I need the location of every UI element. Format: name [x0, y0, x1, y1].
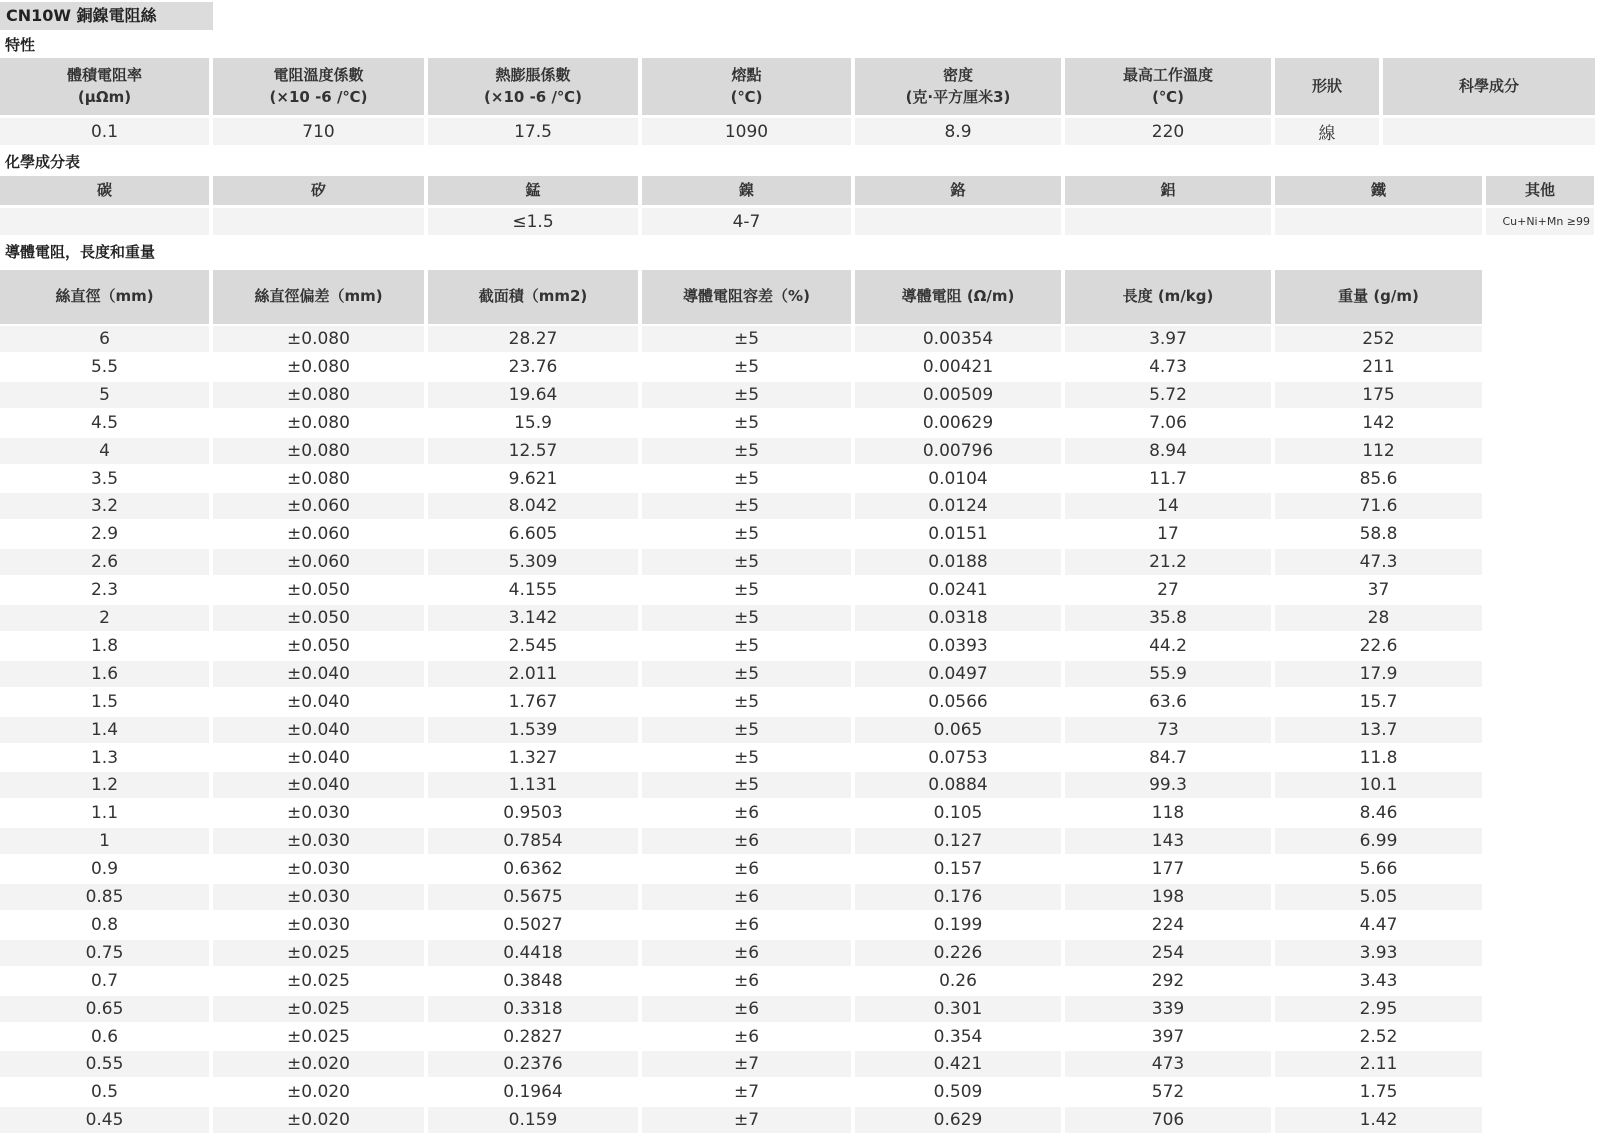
- table-cell: 13.7: [1275, 717, 1482, 743]
- table-cell: ±6: [642, 940, 851, 966]
- properties-header-6: [1275, 58, 1379, 115]
- table-cell: 22.6: [1275, 633, 1482, 659]
- table-cell: ±5: [642, 577, 851, 603]
- chemical-header-3: 鎳: [642, 176, 851, 205]
- table-cell: 0.26: [855, 968, 1061, 994]
- table-cell: 0.0566: [855, 689, 1061, 715]
- table-cell: 252: [1275, 326, 1482, 352]
- chemical-value-4: [855, 208, 1061, 235]
- table-cell: 0.00354: [855, 326, 1061, 352]
- table-cell: 0.9503: [428, 800, 638, 826]
- table-cell: 397: [1065, 1024, 1271, 1050]
- table-cell: 2.11: [1275, 1051, 1482, 1077]
- table-cell: ±5: [642, 549, 851, 575]
- table-cell: 0.55: [0, 1051, 209, 1077]
- properties-header-5: [1065, 58, 1271, 115]
- table-cell: 0.7854: [428, 828, 638, 854]
- table-cell: 1.767: [428, 689, 638, 715]
- table-cell: 35.8: [1065, 605, 1271, 631]
- table-cell: 58.8: [1275, 521, 1482, 547]
- table-cell: ±5: [642, 717, 851, 743]
- table-cell: 0.9: [0, 856, 209, 882]
- conductor-header-3: 導體電阻容差（%): [642, 270, 851, 324]
- table-cell: ±0.080: [213, 382, 424, 408]
- table-cell: ±7: [642, 1107, 851, 1133]
- table-cell: 63.6: [1065, 689, 1271, 715]
- table-cell: 0.00796: [855, 438, 1061, 464]
- table-cell: 5: [0, 382, 209, 408]
- table-cell: 84.7: [1065, 745, 1271, 771]
- table-cell: ±6: [642, 912, 851, 938]
- table-cell: 0.421: [855, 1051, 1061, 1077]
- table-cell: 0.75: [0, 940, 209, 966]
- table-cell: ±5: [642, 661, 851, 687]
- table-cell: 3.43: [1275, 968, 1482, 994]
- table-cell: 5.5: [0, 354, 209, 380]
- table-cell: 10.1: [1275, 772, 1482, 798]
- table-cell: 0.4418: [428, 940, 638, 966]
- table-cell: 28.27: [428, 326, 638, 352]
- table-cell: ±6: [642, 800, 851, 826]
- table-cell: 112: [1275, 438, 1482, 464]
- table-cell: 47.3: [1275, 549, 1482, 575]
- table-cell: 3.97: [1065, 326, 1271, 352]
- table-cell: ±0.030: [213, 884, 424, 910]
- properties-value-0: 0.1: [0, 118, 209, 145]
- table-cell: 0.2827: [428, 1024, 638, 1050]
- header-line2: (×10 -6 /℃): [269, 87, 368, 106]
- table-cell: 0.0753: [855, 745, 1061, 771]
- table-cell: 15.7: [1275, 689, 1482, 715]
- table-cell: 1.327: [428, 745, 638, 771]
- table-cell: 0.5675: [428, 884, 638, 910]
- table-cell: ±6: [642, 996, 851, 1022]
- properties-header-3: [642, 58, 851, 115]
- table-cell: 118: [1065, 800, 1271, 826]
- table-cell: 0.0497: [855, 661, 1061, 687]
- properties-header-7: [1383, 58, 1595, 115]
- table-cell: 8.042: [428, 493, 638, 519]
- table-cell: ±0.025: [213, 968, 424, 994]
- conductor-header-1: 絲直徑偏差（mm): [213, 270, 424, 324]
- table-cell: 1.75: [1275, 1079, 1482, 1105]
- conductor-header-2: 截面積（mm2): [428, 270, 638, 324]
- table-cell: ±0.020: [213, 1051, 424, 1077]
- table-cell: 0.0241: [855, 577, 1061, 603]
- table-cell: 0.157: [855, 856, 1061, 882]
- header-line1: 科學成分: [1458, 76, 1519, 95]
- table-cell: 0.7: [0, 968, 209, 994]
- table-cell: 572: [1065, 1079, 1271, 1105]
- table-cell: ±0.080: [213, 438, 424, 464]
- table-cell: 0.1964: [428, 1079, 638, 1105]
- header-line2: (℃): [730, 87, 763, 106]
- table-cell: 3.93: [1275, 940, 1482, 966]
- table-cell: 2.545: [428, 633, 638, 659]
- table-cell: 0.199: [855, 912, 1061, 938]
- properties-value-4: 8.9: [855, 118, 1061, 145]
- header-line1: 密度: [942, 65, 973, 84]
- table-cell: 292: [1065, 968, 1271, 994]
- table-cell: 1.2: [0, 772, 209, 798]
- table-cell: 55.9: [1065, 661, 1271, 687]
- conductor-header-0: 絲直徑（mm): [0, 270, 209, 324]
- table-cell: ±7: [642, 1079, 851, 1105]
- table-cell: ±0.030: [213, 912, 424, 938]
- chemical-value-3: 4-7: [642, 208, 851, 235]
- properties-value-7: [1383, 118, 1595, 145]
- table-cell: 5.309: [428, 549, 638, 575]
- table-cell: ±0.050: [213, 577, 424, 603]
- chemical-header-5: 鋁: [1065, 176, 1271, 205]
- table-cell: 11.7: [1065, 466, 1271, 492]
- table-cell: 4.47: [1275, 912, 1482, 938]
- table-cell: 339: [1065, 996, 1271, 1022]
- table-cell: ±5: [642, 354, 851, 380]
- table-cell: ±6: [642, 968, 851, 994]
- table-cell: 254: [1065, 940, 1271, 966]
- section-properties-title: 特性: [5, 36, 36, 54]
- page-title: CN10W 銅鎳電阻絲: [0, 2, 213, 30]
- table-cell: 5.72: [1065, 382, 1271, 408]
- table-cell: 0.176: [855, 884, 1061, 910]
- table-cell: 73: [1065, 717, 1271, 743]
- properties-header-4: [855, 58, 1061, 115]
- table-cell: 177: [1065, 856, 1271, 882]
- table-cell: 0.0884: [855, 772, 1061, 798]
- table-cell: 0.3318: [428, 996, 638, 1022]
- table-cell: 44.2: [1065, 633, 1271, 659]
- table-cell: 28: [1275, 605, 1482, 631]
- table-cell: 27: [1065, 577, 1271, 603]
- table-cell: 0.0188: [855, 549, 1061, 575]
- table-cell: ±5: [642, 466, 851, 492]
- conductor-header-5: 長度 (m/kg): [1065, 270, 1271, 324]
- table-cell: 4.73: [1065, 354, 1271, 380]
- table-cell: ±0.025: [213, 1024, 424, 1050]
- table-cell: 23.76: [428, 354, 638, 380]
- table-cell: ±6: [642, 856, 851, 882]
- header-line1: 電阻溫度係數: [273, 65, 364, 84]
- table-cell: ±7: [642, 1051, 851, 1077]
- table-cell: 2.52: [1275, 1024, 1482, 1050]
- table-cell: ±0.040: [213, 772, 424, 798]
- table-cell: 19.64: [428, 382, 638, 408]
- table-cell: ±0.060: [213, 549, 424, 575]
- header-line2: (克·平方厘米3): [905, 87, 1011, 106]
- table-cell: 0.105: [855, 800, 1061, 826]
- table-cell: 4: [0, 438, 209, 464]
- header-line1: 最高工作溫度: [1122, 65, 1213, 84]
- table-cell: 2.011: [428, 661, 638, 687]
- table-cell: 1.539: [428, 717, 638, 743]
- table-cell: 0.6: [0, 1024, 209, 1050]
- table-cell: 8.46: [1275, 800, 1482, 826]
- properties-header-2: [428, 58, 638, 115]
- table-cell: ±5: [642, 493, 851, 519]
- chemical-header-2: 錳: [428, 176, 638, 205]
- table-cell: 0.65: [0, 996, 209, 1022]
- chemical-value-2: ≤1.5: [428, 208, 638, 235]
- table-cell: ±5: [642, 605, 851, 631]
- chemical-value-1: [213, 208, 424, 235]
- table-cell: 0.0393: [855, 633, 1061, 659]
- properties-header-0: [0, 58, 209, 115]
- table-cell: ±0.050: [213, 633, 424, 659]
- table-cell: 2.9: [0, 521, 209, 547]
- chemical-value-0: [0, 208, 209, 235]
- properties-value-3: 1090: [642, 118, 851, 145]
- section-conductor-title: 導體電阻，長度和重量: [5, 243, 156, 261]
- table-cell: ±5: [642, 772, 851, 798]
- table-cell: 0.5: [0, 1079, 209, 1105]
- table-cell: 4.155: [428, 577, 638, 603]
- table-cell: ±0.080: [213, 354, 424, 380]
- chemical-header-1: 矽: [213, 176, 424, 205]
- table-cell: 0.0124: [855, 493, 1061, 519]
- table-cell: ±0.025: [213, 940, 424, 966]
- header-line1: 熱膨脹係數: [495, 65, 571, 84]
- table-cell: 2.6: [0, 549, 209, 575]
- table-cell: 99.3: [1065, 772, 1271, 798]
- table-cell: 9.621: [428, 466, 638, 492]
- table-cell: ±6: [642, 884, 851, 910]
- table-cell: 5.66: [1275, 856, 1482, 882]
- table-cell: 0.0151: [855, 521, 1061, 547]
- header-line1: 體積電阻率: [66, 65, 142, 84]
- table-cell: 3.2: [0, 493, 209, 519]
- table-cell: ±0.080: [213, 410, 424, 436]
- header-line2: (℃): [1152, 87, 1184, 106]
- table-cell: 21.2: [1065, 549, 1271, 575]
- table-cell: 17: [1065, 521, 1271, 547]
- properties-value-5: 220: [1065, 118, 1271, 145]
- table-cell: 706: [1065, 1107, 1271, 1133]
- table-cell: 0.85: [0, 884, 209, 910]
- table-cell: 1: [0, 828, 209, 854]
- table-cell: 1.5: [0, 689, 209, 715]
- table-cell: 7.06: [1065, 410, 1271, 436]
- table-cell: 0.8: [0, 912, 209, 938]
- table-cell: 0.226: [855, 940, 1061, 966]
- table-cell: ±6: [642, 828, 851, 854]
- table-cell: 37: [1275, 577, 1482, 603]
- table-cell: 71.6: [1275, 493, 1482, 519]
- table-cell: 1.1: [0, 800, 209, 826]
- chemical-header-7: 其他: [1486, 176, 1594, 205]
- chemical-header-4: 鉻: [855, 176, 1061, 205]
- table-cell: 0.629: [855, 1107, 1061, 1133]
- table-cell: ±0.060: [213, 521, 424, 547]
- section-chemical-title: 化學成分表: [5, 153, 81, 171]
- header-line2: (μΩm): [77, 87, 132, 106]
- table-cell: 0.00629: [855, 410, 1061, 436]
- conductor-header-6: 重量 (g/m): [1275, 270, 1482, 324]
- table-cell: 142: [1275, 410, 1482, 436]
- table-cell: 4.5: [0, 410, 209, 436]
- table-cell: ±0.060: [213, 493, 424, 519]
- table-cell: 0.2376: [428, 1051, 638, 1077]
- table-cell: 0.0318: [855, 605, 1061, 631]
- table-cell: 0.301: [855, 996, 1061, 1022]
- conductor-header-4: 導體電阻 (Ω/m): [855, 270, 1061, 324]
- table-cell: ±6: [642, 1024, 851, 1050]
- properties-value-1: 710: [213, 118, 424, 145]
- table-cell: 6.99: [1275, 828, 1482, 854]
- table-cell: 3.142: [428, 605, 638, 631]
- table-cell: ±0.040: [213, 745, 424, 771]
- chemical-value-7: Cu+Ni+Mn ≥99: [1486, 208, 1594, 235]
- table-cell: 15.9: [428, 410, 638, 436]
- table-cell: 0.5027: [428, 912, 638, 938]
- table-cell: ±5: [642, 521, 851, 547]
- table-cell: 0.354: [855, 1024, 1061, 1050]
- table-cell: 143: [1065, 828, 1271, 854]
- table-cell: ±0.030: [213, 828, 424, 854]
- table-cell: 1.6: [0, 661, 209, 687]
- table-cell: ±0.040: [213, 661, 424, 687]
- table-cell: ±5: [642, 382, 851, 408]
- table-cell: ±5: [642, 326, 851, 352]
- table-cell: ±0.020: [213, 1079, 424, 1105]
- table-cell: 0.00421: [855, 354, 1061, 380]
- table-cell: ±0.040: [213, 717, 424, 743]
- table-cell: 2.3: [0, 577, 209, 603]
- chemical-header-0: 碳: [0, 176, 209, 205]
- table-cell: 1.42: [1275, 1107, 1482, 1133]
- table-cell: 8.94: [1065, 438, 1271, 464]
- table-cell: 2.95: [1275, 996, 1482, 1022]
- table-cell: ±0.080: [213, 466, 424, 492]
- table-cell: 2: [0, 605, 209, 631]
- table-cell: 0.509: [855, 1079, 1061, 1105]
- table-cell: 6.605: [428, 521, 638, 547]
- table-cell: ±0.025: [213, 996, 424, 1022]
- table-cell: 473: [1065, 1051, 1271, 1077]
- table-cell: 0.3848: [428, 968, 638, 994]
- table-cell: 17.9: [1275, 661, 1482, 687]
- chemical-value-5: [1065, 208, 1271, 235]
- properties-value-2: 17.5: [428, 118, 638, 145]
- table-cell: 1.8: [0, 633, 209, 659]
- table-cell: 175: [1275, 382, 1482, 408]
- table-cell: 0.159: [428, 1107, 638, 1133]
- table-cell: 211: [1275, 354, 1482, 380]
- table-cell: 1.3: [0, 745, 209, 771]
- chemical-value-6: [1275, 208, 1482, 235]
- table-cell: ±5: [642, 689, 851, 715]
- table-cell: ±5: [642, 745, 851, 771]
- table-cell: 85.6: [1275, 466, 1482, 492]
- table-cell: ±0.040: [213, 689, 424, 715]
- table-cell: 0.0104: [855, 466, 1061, 492]
- table-cell: 14: [1065, 493, 1271, 519]
- table-cell: 12.57: [428, 438, 638, 464]
- properties-value-6: 線: [1275, 118, 1379, 145]
- table-cell: 0.065: [855, 717, 1061, 743]
- table-cell: ±0.020: [213, 1107, 424, 1133]
- table-cell: 0.45: [0, 1107, 209, 1133]
- table-cell: ±0.030: [213, 800, 424, 826]
- table-cell: 6: [0, 326, 209, 352]
- table-cell: 1.4: [0, 717, 209, 743]
- table-cell: 0.00509: [855, 382, 1061, 408]
- table-cell: 5.05: [1275, 884, 1482, 910]
- table-cell: ±0.030: [213, 856, 424, 882]
- table-cell: ±0.050: [213, 605, 424, 631]
- table-cell: 11.8: [1275, 745, 1482, 771]
- table-cell: 1.131: [428, 772, 638, 798]
- header-line1: 形狀: [1311, 76, 1342, 95]
- table-cell: ±5: [642, 438, 851, 464]
- table-cell: 224: [1065, 912, 1271, 938]
- table-cell: ±0.080: [213, 326, 424, 352]
- header-line1: 熔點: [731, 65, 762, 84]
- table-cell: 198: [1065, 884, 1271, 910]
- table-cell: 0.6362: [428, 856, 638, 882]
- table-cell: ±5: [642, 410, 851, 436]
- table-cell: 3.5: [0, 466, 209, 492]
- chemical-header-6: 鐵: [1275, 176, 1482, 205]
- properties-header-1: [213, 58, 424, 115]
- header-line2: (×10 -6 /℃): [484, 87, 582, 106]
- table-cell: 0.127: [855, 828, 1061, 854]
- table-cell: ±5: [642, 633, 851, 659]
